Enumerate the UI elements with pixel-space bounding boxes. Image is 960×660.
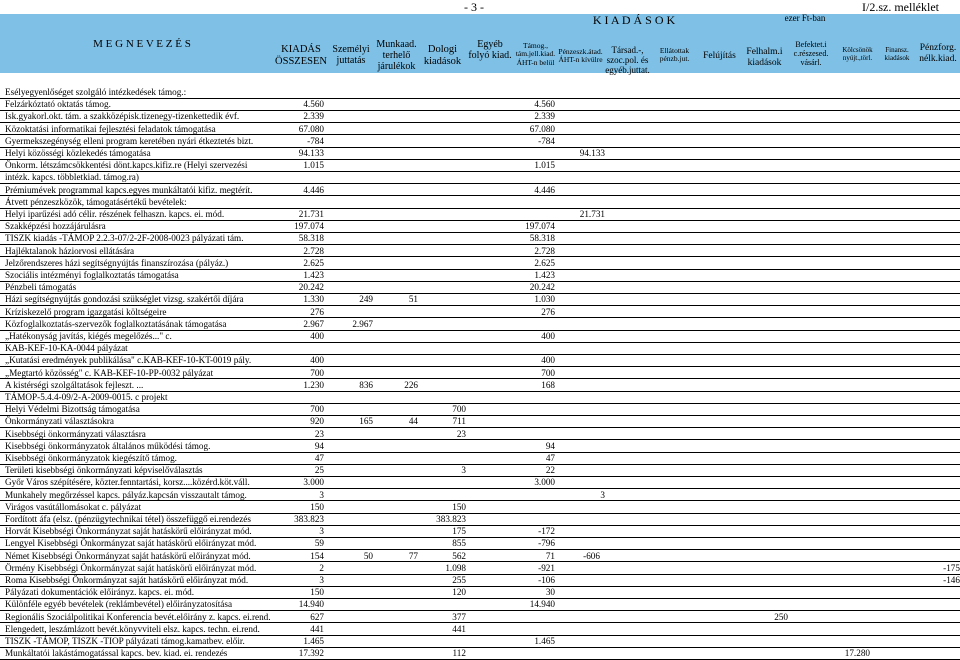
row-label: Kisebbségi önkormányzatok általános működési támog.: [5, 440, 211, 451]
row-divider: [0, 147, 960, 148]
table-row: [0, 598, 960, 610]
table-row: [0, 281, 960, 293]
table-row: [0, 98, 960, 110]
cell-dologi: 377: [452, 611, 466, 622]
row-divider: [0, 98, 960, 99]
table-row: [0, 440, 960, 452]
row-label: Isk.gyakorl.okt. tám. a szakközépisk.tizenegy-tizenkettedik évf.: [5, 111, 240, 122]
row-label: Gyermekszegénység elleni program keretében nyári étkeztetés bizt.: [5, 135, 254, 146]
row-label: A kistérségi szolgáltatások fejleszt. ...: [5, 379, 144, 390]
cell-dologi: 1.098: [445, 562, 466, 573]
col-header-felhalm: Felhalm.i kiadások: [746, 47, 783, 68]
cell-kiadas-osszesen: 400: [310, 355, 324, 366]
cell-egyeb: 197.074: [525, 221, 555, 232]
row-label: Helyi iparűzési adó célir. részének felhaszn. kapcs. ei. mód.: [5, 209, 225, 219]
cell-egyeb: 168: [541, 379, 555, 390]
table-row: [0, 611, 960, 623]
cell-kiadas-osszesen: 2.625: [303, 257, 324, 268]
table-row: [0, 232, 960, 244]
row-label: „Hatékonyság javítás, kiégés megelőzés..." c.: [5, 331, 172, 341]
row-label: TISZK -TÁMOP, TISZK -TIOP pályázati támog.kamatbev. előir.: [5, 636, 245, 646]
cell-egyeb: 58.318: [529, 233, 555, 244]
row-divider: [0, 256, 960, 257]
cell-kiadas-osszesen: 400: [310, 331, 324, 341]
table-row: [0, 537, 960, 549]
table-row: [0, 403, 960, 415]
row-divider: [0, 208, 960, 209]
cell-egyeb: -172: [538, 526, 555, 537]
cell-kiadas-osszesen: 627: [310, 611, 324, 622]
table-row: [0, 379, 960, 391]
row-label: „Megtartó közösség" c. KAB-KEF-10-PP-0032 pályázat: [5, 367, 214, 378]
cell-kiadas-osszesen: 23: [314, 428, 324, 439]
row-divider: [0, 159, 960, 160]
cell-kiadas-osszesen: 441: [310, 623, 324, 634]
cell-penzeszk: 21.731: [579, 209, 605, 219]
table-row: [0, 159, 960, 171]
table-row: [0, 647, 960, 659]
col-header-megnevezes: M E G N E V E Z É S: [93, 38, 191, 50]
table-row: [0, 513, 960, 525]
cell-penzeszk: 3: [600, 489, 605, 500]
row-label: Felzárkóztató oktatás támog.: [5, 99, 111, 110]
row-label: „Kutatási eredmények publikálása" c.KAB-KEF-10-KT-0019 pály.: [5, 355, 252, 366]
cell-egyeb: 22: [545, 465, 555, 476]
top-bar: [0, 0, 960, 14]
col-header-egyeb: Egyéb folyó kiad.: [468, 39, 512, 62]
row-label: Pénzbeli támogatás: [5, 282, 77, 293]
cell-felujitas: 250: [774, 611, 788, 622]
table-row: [0, 623, 960, 635]
cell-kiadas-osszesen: 2: [319, 562, 324, 573]
cell-dologi: 112: [452, 648, 466, 659]
table-row: [0, 257, 960, 269]
row-label: Helyi közösségi közlekedés támogatása: [5, 148, 151, 158]
row-divider: [0, 244, 960, 245]
table-row: [0, 562, 960, 574]
cell-kiadas-osszesen: 920: [310, 416, 324, 427]
row-label: Önkorm. létszámcsökkentési dönt.kapcs.kifiz.re (Helyi szervezési: [5, 160, 248, 171]
cell-egyeb: 1.465: [534, 636, 555, 646]
table-row: [0, 318, 960, 330]
row-label: Szakképzési hozzájárulásra: [5, 221, 106, 232]
cell-egyeb: 2.339: [534, 111, 555, 122]
table-row: [0, 550, 960, 562]
cell-dologi: 711: [452, 416, 466, 427]
row-divider: [0, 488, 960, 489]
row-divider: [0, 330, 960, 331]
row-label: Különféle egyéb bevételek (reklámbevétel) előirányzatosítása: [5, 599, 233, 610]
cell-kiadas-osszesen: 59: [314, 538, 324, 549]
row-divider: [0, 171, 960, 172]
cell-tamog: -606: [583, 550, 600, 561]
cell-dologi: 383.823: [436, 514, 466, 524]
row-label: intézk. kapcs. többletkiad. támog.ra): [5, 172, 139, 183]
cell-kiadas-osszesen: 2.967: [303, 318, 324, 329]
table-row: [0, 293, 960, 305]
cell-szemelyi: 2.967: [352, 318, 373, 329]
row-divider: [0, 317, 960, 318]
row-label: Virágos vasútállomásokat c. pályázat: [5, 501, 142, 512]
row-divider: [0, 513, 960, 514]
cell-egyeb: 1.423: [534, 270, 555, 280]
col-header-tarsad: Társad.-, szoc.pol. és egyéb.juttat.: [605, 45, 650, 76]
unit-label: ezer Ft-ban: [784, 13, 826, 23]
col-header-felujitas: Felújítás: [703, 51, 736, 61]
row-divider: [0, 342, 960, 343]
row-divider: [0, 427, 960, 428]
cell-egyeb: 94: [545, 440, 555, 451]
row-divider: [0, 537, 960, 538]
cell-egyeb: 400: [541, 331, 555, 341]
table-row: [0, 171, 960, 183]
cell-kiadas-osszesen: 700: [310, 404, 324, 415]
row-label: Lengyel Kisebbségi Önkormányzat saját hatáskörű előirányzat mód.: [5, 538, 257, 549]
row-divider: [0, 378, 960, 379]
cell-dologi: 700: [452, 404, 466, 415]
cell-kiadas-osszesen: 3.000: [303, 477, 324, 488]
cell-egyeb: 71: [545, 550, 555, 561]
table-row: [0, 110, 960, 122]
cell-egyeb: 3.000: [534, 477, 555, 488]
cell-kiadas-osszesen: 94.133: [298, 148, 324, 158]
table-row: [0, 586, 960, 598]
cell-kiadas-osszesen: 25: [314, 465, 324, 476]
row-label: Közoktatási informatikai fejlesztési feladatok támogatása: [5, 123, 216, 134]
row-divider: [0, 635, 960, 636]
row-divider: [0, 549, 960, 550]
cell-kiadas-osszesen: 1.015: [303, 160, 324, 171]
cell-egyeb: 67.080: [529, 123, 555, 134]
table-row: [0, 220, 960, 232]
row-label: KAB-KEF-10-KA-0044 pályázat: [5, 343, 128, 354]
cell-egyeb: 14.940: [529, 599, 555, 610]
table-row: [0, 476, 960, 488]
table-row: [0, 354, 960, 366]
row-divider: [0, 220, 960, 221]
row-label: Örmény Kisebbségi Önkormányzat saját hatáskörű előirányzat mód.: [5, 562, 257, 573]
table-row: [0, 123, 960, 135]
cell-egyeb: 400: [541, 355, 555, 366]
cell-kiadas-osszesen: 1.230: [303, 379, 324, 390]
cell-kiadas-osszesen: 58.318: [298, 233, 324, 244]
row-divider: [0, 452, 960, 453]
cell-kiadas-osszesen: 20.242: [298, 282, 324, 293]
cell-dologi: 855: [452, 538, 466, 549]
table-row: [0, 342, 960, 354]
cell-dologi: 562: [452, 550, 466, 561]
cell-dologi: 255: [452, 575, 466, 585]
table-row: [0, 330, 960, 342]
row-divider: [0, 500, 960, 501]
table-row: [0, 306, 960, 318]
row-divider: [0, 281, 960, 282]
row-divider: [0, 354, 960, 355]
row-label: Elengedett, leszámlázott bevét.könyvviteli elsz. kapcs. techn. ei.rend.: [5, 623, 260, 634]
row-label: Helyi Védelmi Bizottság támogatása: [5, 404, 140, 415]
table-row: [0, 501, 960, 513]
cell-munkaad: 226: [404, 379, 418, 390]
cell-penzeszk: 94.133: [579, 148, 605, 158]
cell-kiadas-osszesen: 2.339: [303, 111, 324, 122]
col-header-penzeszk: Pénzeszk.átad. ÁHT-n kívülre: [558, 47, 603, 65]
row-divider: [0, 415, 960, 416]
cell-dologi: 441: [452, 623, 466, 634]
cell-kiadas-osszesen: 383.823: [294, 514, 324, 524]
cell-egyeb: 4.446: [534, 184, 555, 195]
row-divider: [0, 305, 960, 306]
row-label: Német Kisebbségi Önkormányzat saját hatáskörű előirányzat mód.: [5, 550, 251, 561]
table-row: [0, 208, 960, 220]
row-label: Munkáltatói lakástámogatással kapcs. bev. kiad. ei. rendezés: [5, 648, 228, 659]
cell-kiadas-osszesen: 154: [310, 550, 324, 561]
row-label: Horvát Kisebbségi Önkormányzat saját hatáskörű előirányzat mód.: [5, 526, 252, 537]
cell-kiadas-osszesen: -784: [307, 135, 324, 146]
cell-egyeb: -921: [538, 562, 555, 573]
row-divider: [0, 610, 960, 611]
cell-egyeb: 2.728: [534, 245, 555, 256]
row-label: Pályázati dokumentációk előirányz. kapcs. ei. mód.: [5, 587, 195, 598]
cell-kiadas-osszesen: 700: [310, 367, 324, 378]
cell-dologi: 175: [452, 526, 466, 537]
row-divider: [0, 391, 960, 392]
col-header-kiadas-osszesen: KIADÁS ÖSSZESEN: [275, 44, 327, 67]
row-divider: [0, 598, 960, 599]
table-row: [0, 147, 960, 159]
col-header-munkaad: Munkaad. terhelő járulékok: [376, 39, 417, 73]
cell-dologi: 23: [456, 428, 466, 439]
cell-penzforg: -175: [943, 562, 960, 573]
table-row: [0, 196, 960, 208]
row-divider: [0, 525, 960, 526]
row-label: Győr Város szépítésére, közter.fenntartási, korsz....közérd.köt.váll.: [5, 477, 250, 488]
row-label: TÁMOP-5.4.4-09/2-A-2009-0015. c projekt: [5, 392, 168, 402]
table-row: [0, 269, 960, 281]
cell-egyeb: -106: [538, 575, 555, 585]
cell-szemelyi: 249: [359, 294, 373, 305]
row-divider: [0, 464, 960, 465]
row-label: Kisebbségi önkormányzati választásra: [5, 428, 146, 439]
row-label: Kríziskezelő program igazgatási költségeire: [5, 306, 167, 317]
table-row: [0, 635, 960, 647]
cell-dologi: 150: [452, 501, 466, 512]
col-header-penzforg: Pénzforg. nélk.kiad.: [919, 43, 957, 64]
cell-kiadas-osszesen: 150: [310, 587, 324, 598]
cell-egyeb: -796: [538, 538, 555, 549]
row-divider: [0, 574, 960, 575]
cell-munkaad: 77: [408, 550, 418, 561]
cell-kiadas-osszesen: 47: [314, 453, 324, 463]
cell-kiadas-osszesen: 17.392: [298, 648, 324, 659]
cell-dologi: 3: [461, 465, 466, 476]
row-label: Kisebbségi önkormányzatok kiegészítő támog.: [5, 453, 177, 463]
cell-szemelyi: 50: [363, 550, 373, 561]
table-row: [0, 135, 960, 147]
table-row: [0, 184, 960, 196]
row-label: Önkormányzati választásokra: [5, 416, 114, 427]
row-label: Prémiumévek programmal kapcs.egyes munkáltatói kifiz. megtérít.: [5, 184, 253, 195]
row-divider: [0, 269, 960, 270]
cell-egyeb: 1.015: [534, 160, 555, 171]
cell-egyeb: 2.625: [534, 257, 555, 268]
row-divider: [0, 110, 960, 111]
cell-egyeb: 276: [541, 306, 555, 317]
row-label: Hajléktalanok háziorvosi ellátására: [5, 245, 135, 256]
row-divider: [0, 561, 960, 562]
table-row: [0, 464, 960, 476]
row-divider: [0, 439, 960, 440]
cell-finansz: 17.280: [844, 648, 870, 659]
cell-kiadas-osszesen: 150: [310, 501, 324, 512]
col-header-befektet: Befektet.i c.részesed. vásárl.: [793, 40, 829, 67]
cell-egyeb: -784: [538, 135, 555, 146]
cell-kiadas-osszesen: 14.940: [298, 599, 324, 610]
table-row: [0, 86, 960, 98]
table-row: [0, 574, 960, 586]
row-divider: [0, 403, 960, 404]
cell-kiadas-osszesen: 21.731: [298, 209, 324, 219]
cell-kiadas-osszesen: 3: [319, 526, 324, 537]
row-label: Területi kisebbségi önkormányzati képviselőválasztás: [5, 465, 203, 476]
row-divider: [0, 122, 960, 123]
cell-kiadas-osszesen: 4.560: [303, 99, 324, 110]
row-divider: [0, 586, 960, 587]
row-divider: [0, 293, 960, 294]
cell-kiadas-osszesen: 1.423: [303, 270, 324, 280]
row-label: Szociális intézményi foglalkoztatás támogatása: [5, 270, 179, 280]
table-row: [0, 391, 960, 403]
cell-egyeb: 30: [545, 587, 555, 598]
table-row: [0, 367, 960, 379]
cell-egyeb: 1.030: [534, 294, 555, 305]
table-row: [0, 489, 960, 501]
annex-label: I/2.sz. melléklet: [862, 0, 939, 14]
col-header-dologi: Dologi kiadások: [423, 44, 462, 67]
row-divider: [0, 134, 960, 135]
row-label: Regionális Szociálpolitikai Konferencia bevét.előirány z. kapcs. ei.rend.: [5, 611, 271, 622]
row-divider: [0, 647, 960, 648]
cell-egyeb: 4.560: [534, 99, 555, 110]
table-row: [0, 415, 960, 427]
cell-kiadas-osszesen: 3: [319, 575, 324, 585]
cell-kiadas-osszesen: 4.446: [303, 184, 324, 195]
cell-munkaad: 51: [408, 294, 418, 305]
row-label: Átvett pénzeszközök, támogatásértékű bevételek:: [5, 196, 187, 207]
col-header-tamog: Támog., tám.jell.kiad. ÁHT-n belül: [515, 41, 556, 67]
group-title: K I A D Á S O K: [592, 13, 676, 27]
cell-penzforg: -146: [943, 575, 960, 585]
row-label: Fordított áfa (elsz. (pénzügytechnikai tétel) összefüggő ei.rendezés: [5, 514, 251, 524]
table-row: [0, 245, 960, 257]
cell-kiadas-osszesen: 2.728: [303, 245, 324, 256]
table-row: [0, 428, 960, 440]
cell-egyeb: 700: [541, 367, 555, 378]
row-divider: [0, 232, 960, 233]
col-header-kolcsonok: Kölcsönök nyújt.,törl.: [842, 46, 873, 62]
cell-kiadas-osszesen: 1.465: [303, 636, 324, 646]
cell-kiadas-osszesen: 3: [319, 489, 324, 500]
col-header-szemelyi: Személyi juttatás: [332, 44, 370, 67]
cell-kiadas-osszesen: 67.080: [298, 123, 324, 134]
cell-egyeb: 20.242: [529, 282, 555, 293]
cell-kiadas-osszesen: 197.074: [294, 221, 324, 232]
table-header: [0, 13, 960, 76]
cell-egyeb: 47: [545, 453, 555, 463]
row-label: Esélyegyenlőséget szolgáló intézkedések támog.:: [5, 87, 187, 97]
row-label: Jelzőrendszeres házi segítségnyújtás finanszírozása (pályáz.): [5, 257, 229, 268]
cell-szemelyi: 836: [359, 379, 373, 390]
page-number: - 3 -: [464, 0, 484, 14]
cell-kiadas-osszesen: 276: [310, 306, 324, 317]
row-divider: [0, 622, 960, 623]
row-label: Roma Kisebbségi Önkormányzat saját hatáskörű előirányzat mód.: [5, 575, 249, 585]
cell-szemelyi: 165: [359, 416, 373, 427]
cell-dologi: 120: [452, 587, 466, 598]
row-label: Közfoglalkoztatás-szervezők foglalkoztatásának támogatása: [5, 318, 227, 329]
row-divider: [0, 366, 960, 367]
row-divider: [0, 195, 960, 196]
row-label: Házi segítségnyújtás gondozási szükséglet vizsg. szakértői díjára: [5, 294, 244, 305]
col-header-finansz: Finansz. kiadások: [884, 46, 910, 62]
col-header-ellatottak: Ellátottak pénzb.jut.: [659, 46, 690, 64]
table-row: [0, 452, 960, 464]
row-label: TISZK kiadás -TÁMOP 2.2.3-07/2-2F-2008-0023 pályázati tám.: [5, 233, 244, 244]
cell-munkaad: 44: [408, 416, 418, 427]
row-label: Munkahely megőrzéssel kapcs. pályáz.kapcsán visszautalt támog.: [5, 489, 247, 500]
cell-kiadas-osszesen: 94: [314, 440, 324, 451]
row-divider: [0, 183, 960, 184]
cell-kiadas-osszesen: 1.330: [303, 294, 324, 305]
row-divider: [0, 476, 960, 477]
table-row: [0, 525, 960, 537]
